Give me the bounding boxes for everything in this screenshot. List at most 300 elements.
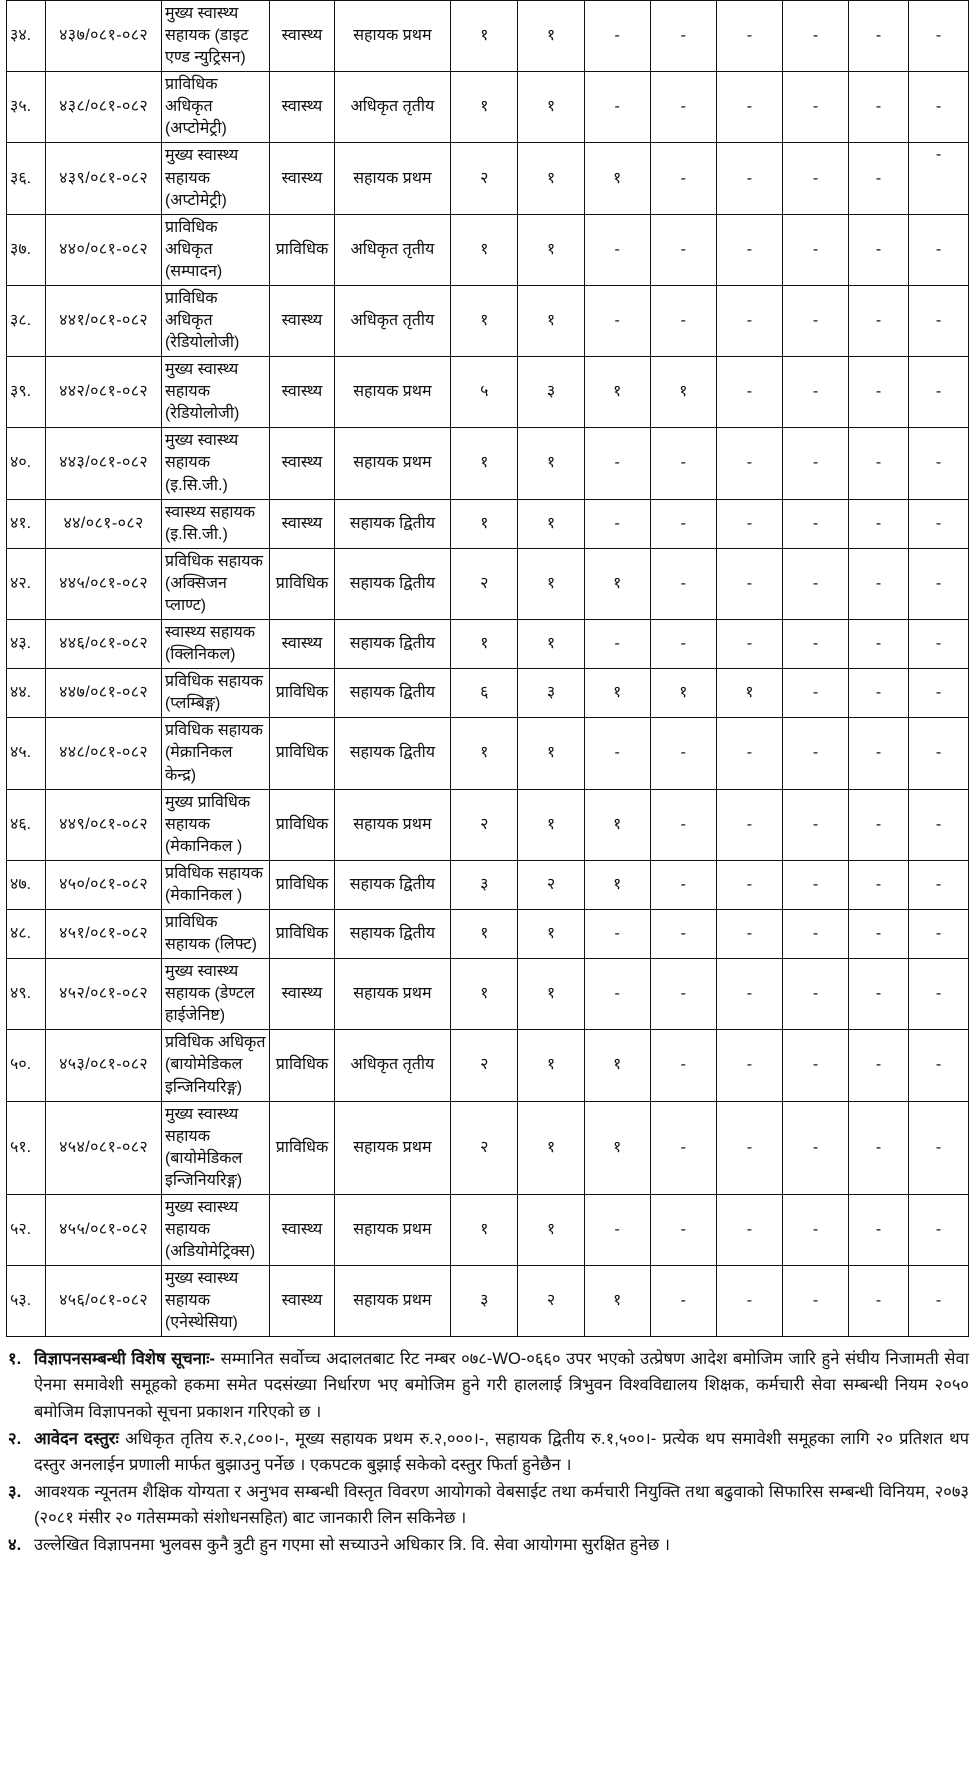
open-count-cell: १ [518,1101,584,1194]
table-row [7,909,969,958]
quota-dash-cell: - [650,620,716,669]
quota-dash-cell: - [908,1266,968,1337]
quota-dash-cell: - [716,1101,782,1194]
quota-dash-cell: - [782,860,848,909]
note-item [8,1532,969,1558]
advertisement-number-cell: ४४९/०८१-०८२ [46,789,162,860]
advertisement-number-cell: ४३९/०८१-०८२ [46,143,162,214]
advertisement-number-cell: ४४८/०८१-०८२ [46,718,162,789]
quota-dash-cell: - [849,357,909,428]
quota-dash-cell: - [650,1,716,72]
advertisement-number-cell: ४३७/०८१-०८२ [46,1,162,72]
advertisement-number-cell: ४४/०८१-०८२ [46,499,162,548]
open-count-cell: १ [518,1030,584,1101]
level-class-cell: सहायक प्रथम [334,1266,451,1337]
open-count-cell: १ [518,72,584,143]
serial-number-cell: ५१. [7,1101,46,1194]
advertisement-number-cell: ४५१/०८१-०८२ [46,909,162,958]
table-row [7,1194,969,1265]
quota-dash-cell: - [908,428,968,499]
notes-section [6,1346,969,1558]
table-row [7,620,969,669]
note-number: ४. [8,1535,22,1554]
service-group-cell: प्राविधिक [270,909,334,958]
note-lead-label: आवेदन दस्तुरः [34,1429,119,1448]
quota-dash-cell: - [584,72,650,143]
advertisement-number-cell: ४४३/०८१-०८२ [46,428,162,499]
advertisement-number-cell: ४५६/०८१-०८२ [46,1266,162,1337]
serial-number-cell: ५२. [7,1194,46,1265]
quota-dash-cell: - [650,428,716,499]
quota-dash-cell: - [650,548,716,619]
quota-dash-cell: - [716,428,782,499]
quota-dash-cell: - [908,285,968,356]
quota-count-cell: १ [584,1101,650,1194]
quota-dash-cell: - [650,143,716,214]
note-number: ३. [8,1482,22,1501]
quota-count-cell: १ [650,357,716,428]
table-row [7,1,969,72]
quota-dash-cell: - [584,909,650,958]
post-name-cell: मुख्य स्वास्थ्य सहायक (डाइट एण्ड न्युट्रिसन) [161,1,269,72]
serial-number-cell: ४४. [7,669,46,718]
note-text [34,1346,969,1424]
total-count-cell: १ [451,718,518,789]
table-row [7,669,969,718]
quota-dash-cell: - [716,548,782,619]
quota-dash-cell: - [650,285,716,356]
quota-dash-cell: - [584,1,650,72]
quota-dash-cell: - [908,1101,968,1194]
table-row [7,789,969,860]
advertisement-number-cell: ४३८/०८१-०८२ [46,72,162,143]
quota-dash-cell: - [849,143,909,214]
note-item [8,1426,969,1478]
quota-dash-cell: - [908,499,968,548]
advertisement-number-cell: ४४५/०८१-०८२ [46,548,162,619]
open-count-cell: १ [518,143,584,214]
advertisement-number-cell: ४४७/०८१-०८२ [46,669,162,718]
quota-dash-cell: - [849,669,909,718]
post-name-cell: प्राविधिक सहायक (लिफ्ट) [161,909,269,958]
service-group-cell: स्वास्थ्य [270,620,334,669]
note-body-text: उल्लेखित विज्ञापनमा भुलवस कुनै त्रुटी हुन गएमा सो सच्याउने अधिकार त्रि. वि. सेवा आयोगमा सुरक्षित हुनेछ । [34,1535,671,1554]
quota-dash-cell: - [849,548,909,619]
level-class-cell: सहायक प्रथम [334,357,451,428]
serial-number-cell: ४३. [7,620,46,669]
quota-dash-cell: - [849,214,909,285]
advertisement-number-cell: ४५३/०८१-०८२ [46,1030,162,1101]
open-count-cell: ३ [518,357,584,428]
post-name-cell: मुख्य प्राविधिक सहायक (मेकानिकल ) [161,789,269,860]
total-count-cell: ६ [451,669,518,718]
quota-dash-cell: - [908,860,968,909]
post-name-cell: स्वास्थ्य सहायक (क्लिनिकल) [161,620,269,669]
quota-dash-cell: - [782,1030,848,1101]
quota-dash-cell: - [849,959,909,1030]
quota-dash-cell: - [716,620,782,669]
quota-dash-cell: - [716,357,782,428]
quota-dash-cell: - [650,959,716,1030]
quota-dash-cell: - [908,1030,968,1101]
table-row [7,1266,969,1337]
quota-dash-cell: - [782,143,848,214]
note-text [34,1426,969,1478]
service-group-cell: प्राविधिक [270,1030,334,1101]
quota-dash-cell: - [849,1,909,72]
post-name-cell: प्रविधिक अधिकृत (बायोमेडिकल इन्जिनियरिङ्ग) [161,1030,269,1101]
service-group-cell: प्राविधिक [270,548,334,619]
total-count-cell: ५ [451,357,518,428]
open-count-cell: ३ [518,669,584,718]
quota-count-cell: १ [716,669,782,718]
quota-dash-cell: - [908,718,968,789]
quota-dash-cell: - [782,1,848,72]
quota-dash-cell: - [849,499,909,548]
quota-dash-cell: - [650,1266,716,1337]
open-count-cell: १ [518,1194,584,1265]
quota-dash-cell: - [849,428,909,499]
service-group-cell: प्राविधिक [270,860,334,909]
quota-count-cell: १ [584,357,650,428]
quota-dash-cell: - [782,499,848,548]
quota-count-cell: १ [584,1266,650,1337]
total-count-cell: १ [451,72,518,143]
quota-dash-cell: - [782,959,848,1030]
table-row [7,860,969,909]
serial-number-cell: ४७. [7,860,46,909]
open-count-cell: १ [518,718,584,789]
table-row [7,428,969,499]
quota-count-cell: १ [584,1030,650,1101]
quota-dash-cell: - [650,1030,716,1101]
open-count-cell: १ [518,959,584,1030]
quota-dash-cell: - [650,214,716,285]
service-group-cell: स्वास्थ्य [270,1266,334,1337]
serial-number-cell: ४८. [7,909,46,958]
post-name-cell: प्राविधिक अधिकृत (सम्पादन) [161,214,269,285]
table-row [7,214,969,285]
quota-dash-cell: - [650,1194,716,1265]
open-count-cell: १ [518,620,584,669]
serial-number-cell: ३८. [7,285,46,356]
level-class-cell: अधिकृत तृतीय [334,285,451,356]
quota-dash-cell: - [584,499,650,548]
serial-number-cell: ३७. [7,214,46,285]
post-name-cell: प्रविधिक सहायक (मेकानिकल ) [161,860,269,909]
table-row [7,143,969,214]
service-group-cell: स्वास्थ्य [270,72,334,143]
advertisement-number-cell: ४४१/०८१-०८२ [46,285,162,356]
service-group-cell: स्वास्थ्य [270,1194,334,1265]
serial-number-cell: ५०. [7,1030,46,1101]
quota-dash-cell: - [782,620,848,669]
post-name-cell: मुख्य स्वास्थ्य सहायक (इ.सि.जी.) [161,428,269,499]
quota-dash-cell: - [908,789,968,860]
service-group-cell: प्राविधिक [270,214,334,285]
quota-dash-cell: - [650,909,716,958]
quota-dash-cell: - [716,1194,782,1265]
service-group-cell: स्वास्थ्य [270,357,334,428]
table-row [7,357,969,428]
serial-number-cell: ४६. [7,789,46,860]
total-count-cell: २ [451,1030,518,1101]
quota-count-cell: १ [584,143,650,214]
total-count-cell: १ [451,428,518,499]
note-text [34,1479,969,1531]
quota-dash-cell: - [584,718,650,789]
quota-dash-cell: - [782,1266,848,1337]
quota-dash-cell: - [650,789,716,860]
quota-dash-cell: - [782,72,848,143]
quota-dash-cell: - [782,789,848,860]
quota-dash-cell: - [584,428,650,499]
advertisement-number-cell: ४५०/०८१-०८२ [46,860,162,909]
service-group-cell: प्राविधिक [270,718,334,789]
quota-dash-cell: - [584,1194,650,1265]
table-row [7,1030,969,1101]
total-count-cell: १ [451,499,518,548]
post-name-cell: प्रविधिक सहायक (अक्सिजन प्लाण्ट) [161,548,269,619]
open-count-cell: १ [518,285,584,356]
note-item [8,1479,969,1531]
level-class-cell: सहायक द्वितीय [334,548,451,619]
quota-dash-cell: - [782,1194,848,1265]
quota-dash-cell: - [782,669,848,718]
quota-dash-cell: - [716,72,782,143]
total-count-cell: १ [451,909,518,958]
serial-number-cell: ३५. [7,72,46,143]
note-item [8,1346,969,1424]
advertisement-number-cell: ४४६/०८१-०८२ [46,620,162,669]
service-group-cell: स्वास्थ्य [270,959,334,1030]
quota-dash-cell: - [849,909,909,958]
quota-dash-cell: - [782,285,848,356]
serial-number-cell: ५३. [7,1266,46,1337]
quota-dash-cell: - [716,959,782,1030]
level-class-cell: सहायक प्रथम [334,143,451,214]
service-group-cell: प्राविधिक [270,669,334,718]
post-name-cell: मुख्य स्वास्थ्य सहायक (डेण्टल हाईजेनिष्ट) [161,959,269,1030]
table-row [7,548,969,619]
quota-count-cell: १ [584,789,650,860]
quota-dash-cell: - [716,1,782,72]
quota-dash-cell: - [908,72,968,143]
quota-dash-cell: - [908,669,968,718]
level-class-cell: अधिकृत तृतीय [334,214,451,285]
total-count-cell: १ [451,1,518,72]
level-class-cell: सहायक द्वितीय [334,499,451,548]
open-count-cell: १ [518,1,584,72]
post-name-cell: स्वास्थ्य सहायक (इ.सि.जी.) [161,499,269,548]
quota-dash-cell: - [650,718,716,789]
table-row [7,959,969,1030]
quota-dash-cell: - [716,718,782,789]
post-name-cell: प्रविधिक सहायक (प्लम्बिङ्ग) [161,669,269,718]
advertisement-number-cell: ४५४/०८१-०८२ [46,1101,162,1194]
quota-dash-cell: - [716,909,782,958]
quota-dash-cell: - [849,620,909,669]
quota-dash-cell: - [716,860,782,909]
quota-count-cell: १ [650,669,716,718]
quota-dash-cell: - [849,1266,909,1337]
advertisement-number-cell: ४५५/०८१-०८२ [46,1194,162,1265]
quota-dash-cell: - [650,72,716,143]
service-group-cell: प्राविधिक [270,789,334,860]
level-class-cell: सहायक द्वितीय [334,620,451,669]
open-count-cell: २ [518,860,584,909]
service-group-cell: स्वास्थ्य [270,428,334,499]
service-group-cell: स्वास्थ्य [270,285,334,356]
quota-dash-cell: - [908,1194,968,1265]
service-group-cell: स्वास्थ्य [270,143,334,214]
open-count-cell: १ [518,548,584,619]
level-class-cell: अधिकृत तृतीय [334,72,451,143]
advertisement-number-cell: ४५२/०८१-०८२ [46,959,162,1030]
quota-dash-cell: - [584,620,650,669]
post-name-cell: मुख्य स्वास्थ्य सहायक (अडियोमेट्रिक्स) [161,1194,269,1265]
total-count-cell: २ [451,1101,518,1194]
level-class-cell: सहायक द्वितीय [334,669,451,718]
quota-dash-cell: - [716,285,782,356]
level-class-cell: सहायक द्वितीय [334,718,451,789]
quota-dash-cell: - [908,548,968,619]
quota-dash-cell: - [849,718,909,789]
post-name-cell: मुख्य स्वास्थ्य सहायक (बायोमेडिकल इन्जिनियरिङ्ग) [161,1101,269,1194]
serial-number-cell: ४२. [7,548,46,619]
post-name-cell: मुख्य स्वास्थ्य सहायक (अप्टोमेट्री) [161,143,269,214]
serial-number-cell: ३४. [7,1,46,72]
level-class-cell: सहायक द्वितीय [334,909,451,958]
quota-dash-cell: - [650,860,716,909]
post-name-cell: प्रविधिक सहायक (मेक्रानिकल केन्द्र) [161,718,269,789]
level-class-cell: सहायक द्वितीय [334,860,451,909]
quota-dash-cell: - [849,72,909,143]
note-body-text: अधिकृत तृतिय रु.२,८००।-, मूख्य सहायक प्रथम रु.२,०००।-, सहायक द्वितीय रु.१,५००।- प्रत्येक थप समावेशी समूहका लागि २० प्रतिशत थप दस्तुर अनलाईन प्रणाली मार्फत बुझाउनु पर्नेछ । एकपटक बुझाई सकेको दस्तुर फिर्ता हुनेछैन । [34,1429,969,1474]
post-name-cell: प्राविधिक अधिकृत (अप्टोमेट्री) [161,72,269,143]
quota-dash-cell: - [849,285,909,356]
quota-dash-cell: - [908,1,968,72]
open-count-cell: २ [518,1266,584,1337]
total-count-cell: १ [451,959,518,1030]
note-body-text: सम्मानित सर्वोच्च अदालतबाट रिट नम्बर ०७८-WO-०६६० उपर भएको उत्प्रेषण आदेश बमोजिम जारि हुने संघीय निजामती सेवा ऐनमा समावेशी समूहको हकमा समेत पदसंख्या निर्धारण भए बमोजिम हुने गरी हाललाई त्रिभुवन विश्वविद्यालय शिक्षक, कर्मचारी सेवा सम्बन्धी नियम २०५० बमोजिम विज्ञापनको सूचना प्रकाशन गरिएको छ । [34,1350,969,1421]
quota-dash-cell: - [716,143,782,214]
quota-dash-cell: - [849,1101,909,1194]
quota-count-cell: १ [584,860,650,909]
level-class-cell: सहायक प्रथम [334,1,451,72]
service-group-cell: प्राविधिक [270,1101,334,1194]
note-number: १. [8,1350,22,1369]
quota-dash-cell: - [849,1030,909,1101]
serial-number-cell: ३६. [7,143,46,214]
total-count-cell: १ [451,620,518,669]
advertisement-number-cell: ४४२/०८१-०८२ [46,357,162,428]
quota-dash-cell: - [782,357,848,428]
quota-dash-cell: - [849,860,909,909]
quota-dash-cell: - [584,214,650,285]
post-name-cell: मुख्य स्वास्थ्य सहायक (रेडियोलोजी) [161,357,269,428]
quota-dash-cell: - [584,285,650,356]
open-count-cell: १ [518,499,584,548]
open-count-cell: १ [518,909,584,958]
table-row [7,499,969,548]
table-row [7,72,969,143]
serial-number-cell: ४५. [7,718,46,789]
note-number: २. [8,1429,22,1448]
quota-dash-cell: - [908,620,968,669]
total-count-cell: १ [451,1194,518,1265]
quota-count-cell: १ [584,669,650,718]
open-count-cell: १ [518,428,584,499]
vacancy-table [6,0,969,1337]
serial-number-cell: ४०. [7,428,46,499]
quota-dash-cell: - [908,909,968,958]
quota-dash-cell: - [716,1266,782,1337]
post-name-cell: मुख्य स्वास्थ्य सहायक (एनेस्थेसिया) [161,1266,269,1337]
total-count-cell: ३ [451,860,518,909]
service-group-cell: स्वास्थ्य [270,499,334,548]
total-count-cell: १ [451,214,518,285]
level-class-cell: सहायक प्रथम [334,1101,451,1194]
table-row [7,285,969,356]
quota-dash-cell: - [908,357,968,428]
serial-number-cell: ३९. [7,357,46,428]
open-count-cell: १ [518,214,584,285]
total-count-cell: २ [451,548,518,619]
level-class-cell: सहायक प्रथम [334,428,451,499]
quota-dash-cell: - [782,909,848,958]
quota-count-cell: १ [584,548,650,619]
advertisement-number-cell: ४४०/०८१-०८२ [46,214,162,285]
quota-dash-cell: - [716,789,782,860]
serial-number-cell: ४९. [7,959,46,1030]
vacancy-table-body [7,1,969,1337]
level-class-cell: सहायक प्रथम [334,959,451,1030]
quota-dash-cell: - [782,1101,848,1194]
quota-dash-cell: - [782,718,848,789]
note-lead-label: विज्ञापनसम्बन्धी विशेष सूचनाः- [34,1350,216,1369]
service-group-cell: स्वास्थ्य [270,1,334,72]
quota-dash-cell: - [908,214,968,285]
quota-dash-cell: - [650,499,716,548]
total-count-cell: ३ [451,1266,518,1337]
quota-dash-cell: - [782,214,848,285]
quota-dash-cell: - [782,548,848,619]
total-count-cell: २ [451,789,518,860]
post-name-cell: प्राविधिक अधिकृत (रेडियोलोजी) [161,285,269,356]
quota-dash-cell: - [716,499,782,548]
total-count-cell: १ [451,285,518,356]
open-count-cell: १ [518,789,584,860]
level-class-cell: सहायक प्रथम [334,1194,451,1265]
quota-dash-cell: - [908,959,968,1030]
note-text [34,1532,969,1558]
quota-dash-cell: - [716,214,782,285]
level-class-cell: अधिकृत तृतीय [334,1030,451,1101]
table-row [7,718,969,789]
quota-dash-cell: - [650,1101,716,1194]
quota-dash-cell: - [849,1194,909,1265]
serial-number-cell: ४१. [7,499,46,548]
quota-dash-cell: - [908,143,968,214]
note-body-text: आवश्यक न्यूनतम शैक्षिक योग्यता र अनुभव सम्बन्धी विस्तृत विवरण आयोगको वेबसाईट तथा कर्मचारी नियुक्ति तथा बढुवाको सिफारिस सम्बन्धी विनियम, २०७३ (२०८१ मंसीर २० गतेसम्मको संशोधनसहित) बाट जानकारी लिन सकिनेछ । [34,1482,969,1527]
quota-dash-cell: - [716,1030,782,1101]
quota-dash-cell: - [782,428,848,499]
level-class-cell: सहायक प्रथम [334,789,451,860]
table-row [7,1101,969,1194]
total-count-cell: २ [451,143,518,214]
quota-dash-cell: - [849,789,909,860]
